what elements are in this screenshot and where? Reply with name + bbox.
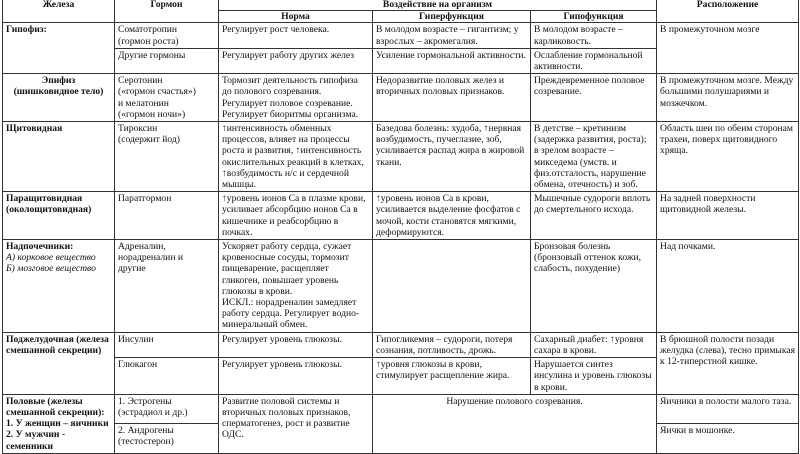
table-row-pineal [3,74,799,122]
hypo-cell: Мышечные судороги вплоть до смертельного исхода. [531,192,657,240]
table-row-sex-1 [3,394,799,424]
hypo-cell: Преждевременное половое созревание. [531,74,657,122]
gland-adrenal-medulla: Б) мозговое вещество [6,263,96,275]
hormone-cell: 1. Эстрогены (эстрадиол и др.) [115,394,219,424]
gland-adrenal [3,240,115,333]
gland-pineal: Эпифиз (шишковидное тело) [3,74,115,122]
hormone-cell: Адреналин, норадреналин и другие [115,240,219,333]
header-norm: Норма [219,11,373,23]
norm-cell: Ускоряет работу сердца, сужает кровеносные сосуды, тормозит пищеварение, расщепляет гликоген, повышает уровень глюкозы в крови. ИСКЛ.: норадреналин замедляет работу сердца. Регулирует водно-минеральный обмен. [219,240,373,333]
hyper-cell: ↑уровень ионов Са в крови, усиливается выделение фосфатов с мочой, кости становятся мягкими, деформируются. [373,192,531,240]
norm-cell: ↑уровень ионов Са в плазме крови, усиливает абсорбцию ионов Са в кишечнике и реабсорбцию в почках. [219,192,373,240]
table-row-parathyroid [3,192,799,240]
hypo-cell: Бронзовая болезнь (бронзовый оттенок кожи, слабость, похудение) [531,240,657,333]
hypo-cell: Нарушается синтез инсулина и уровень глюкозы в крови. [531,358,657,395]
gland-pituitary: Гипофиз: [3,23,115,74]
hypo-cell: В детстве – кретинизм (задержка развития, роста); в зрелом возрасте – микседема (умств. и физ.отсталость, нарушение обмена, отечность) и зоб. [531,122,657,192]
hormone-cell: Тироксин (содержит йод) [115,122,219,192]
hormone-cell: 2. Андрогены (тестостерон) [115,424,219,454]
header-effect: Воздействие на организм [219,0,657,11]
location-cell: В промежуточном мозге. Между большими полушариями и мозжечком. [657,74,799,122]
endocrine-glands-table [2,0,799,454]
norm-cell: ↑интенсивность обменных процессов, влияет на процессы роста и развития, ↑интенсивность окислительных реакций в клетках, ↑возбудимость н/с и сердечной мышцы. [219,122,373,192]
gland-pancreas: Поджелудочная (железа смешанной секреции) [3,332,115,394]
hyper-cell [373,240,531,333]
header-location: Расположение [657,0,799,23]
header-hypo: Гипофункция [531,11,657,23]
hormone-cell: Паратгормон [115,192,219,240]
hypo-cell: Сахарный диабет: ↑уровня сахара в крови. [531,332,657,357]
norm-cell: Регулирует рост человека. [219,23,373,48]
gland-adrenal-title: Надпочечники: [6,241,74,253]
hyper-cell: Недоразвитие половых желез и вторичных половых признаков. [373,74,531,122]
gland-thyroid: Щитовидная [3,122,115,192]
header-gland: Железа [3,0,115,23]
hormone-cell: Серотонин («гормон счастья») и мелатонин («гормон ночи») [115,74,219,122]
gland-parathyroid: Паращитовидная (околощитовидная) [3,192,115,240]
gland-adrenal-cortex: А) корковое вещество [6,252,96,264]
location-cell: Яички в мошонке. [657,424,799,454]
location-cell: В промежуточном мозге [657,23,799,74]
location-cell: Яичники в полости малого таза. [657,394,799,424]
hypo-cell: Ослабление гормональной активности. [531,48,657,73]
norm-cell: Развитие половой системы и вторичных половых признаков, сперматогенез, рост и развитие ОДС. [219,394,373,453]
header-hyper: Гиперфункция [373,11,531,23]
hormone-cell: Инсулин [115,332,219,357]
hyper-cell: Усиление гормональной активности. [373,48,531,73]
location-cell: В брюшной полости позади желудка (слева), тесно примыкая к 12-типерстной кишке. [657,332,799,394]
hormone-cell: Глюкагон [115,358,219,395]
table-row-pituitary-1 [3,23,799,48]
header-row [3,0,799,11]
hormone-cell: Другие гормоны [115,48,219,73]
disorder-cell: Нарушение полового созревания. [373,394,657,453]
norm-cell: Регулирует работу других желез [219,48,373,73]
table-row-pancreas-1 [3,332,799,357]
norm-cell: Регулирует уровень глюкозы. [219,358,373,395]
norm-cell: Тормозит деятельность гипофиза до полового созревания. Регулирует половое созревание. Регулирует биоритмы организма. [219,74,373,122]
hypo-cell: В молодом возрасте – карликовость. [531,23,657,48]
gland-sex: Половые (железы смешанной секреции): 1. У женщин – яичники 2. У мужчин - семенники [3,394,115,453]
location-cell: Над почками. [657,240,799,333]
hyper-cell: Гипогликемия – судороги, потеря сознания, потливость, дрожь. [373,332,531,357]
table-row-thyroid [3,122,799,192]
norm-cell: Регулирует уровень глюкозы. [219,332,373,357]
location-cell: Область шеи по обеим сторонам трахеи, поверх щитовидного хряща. [657,122,799,192]
hyper-cell: Базедова болезнь: худоба, ↑нервная возбудимость, пучеглазие, зоб, усиливается распад жира в жировой ткани. [373,122,531,192]
header-hormone: Гормон [115,0,219,23]
table-row-adrenal [3,240,799,333]
hormone-cell: Соматотропин (гормон роста) [115,23,219,48]
location-cell: На задней поверхности щитовидной железы. [657,192,799,240]
hyper-cell: В молодом возрасте – гигантизм; у взрослых – акромегалия. [373,23,531,48]
hyper-cell: ↑уровня глюкозы в крови, стимулирует расщепление жира. [373,358,531,395]
